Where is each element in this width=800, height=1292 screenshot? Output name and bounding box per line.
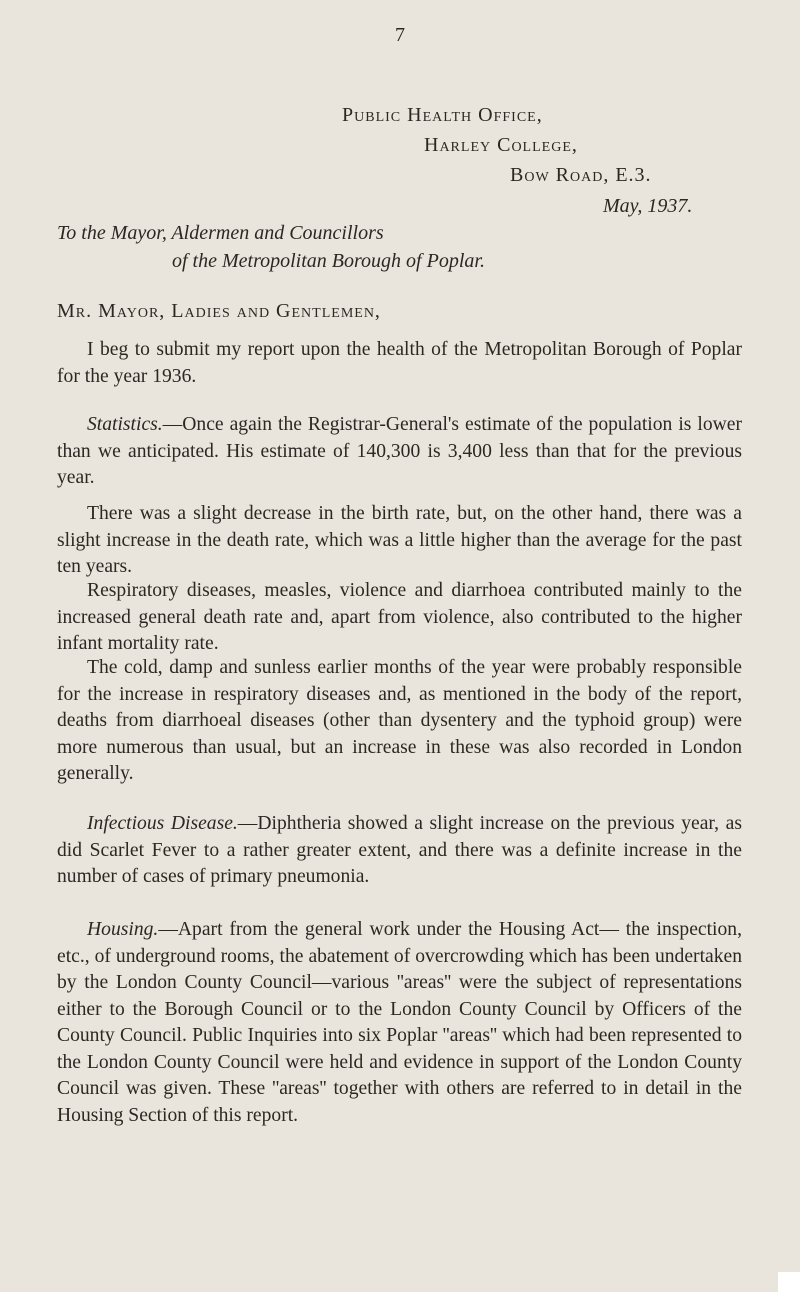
addressee-line-1: To the Mayor, Aldermen and Councillors bbox=[57, 222, 384, 244]
housing-paragraph bbox=[57, 917, 742, 1129]
scan-corner bbox=[778, 1272, 800, 1292]
address-line-3: Bow Road, E.3. bbox=[510, 164, 652, 186]
infectious-disease-text: —Diphtheria showed a slight increase on the previous year, as did Scarlet Fever to a rather greater extent, and there was a definite increase in the number of cases of primary pneumonia. bbox=[57, 813, 742, 887]
salutation: Mr. Mayor, Ladies and Gentlemen, bbox=[57, 300, 381, 322]
housing-heading: Housing. bbox=[87, 919, 159, 940]
page-number: 7 bbox=[395, 24, 405, 46]
cold-damp-paragraph: The cold, damp and sunless earlier months of the year were probably responsible for the increase in respiratory diseases and, as mentioned in the body of the report, deaths from diarrhoeal diseases (other than dysentery and the typhoid group) were more numerous than usual, but an increase in these was also recorded in London generally. bbox=[57, 657, 742, 784]
statistics-text: —Once again the Registrar-General's estimate of the population is lower than we anticipated. His estimate of 140,300 is 3,400 less than that for the previous year. bbox=[57, 414, 742, 488]
infectious-disease-heading: Infectious Disease. bbox=[87, 813, 238, 834]
statistics-paragraph bbox=[57, 412, 742, 492]
housing-text: —Apart from the general work under the Housing Act— the inspection, etc., of underground rooms, the abatement of overcrowding which has been undertaken by the London County Council—various ''areas'' were the subject of representations either to the Borough Council or to the London County Council by Officers of the County Council. Public Inquiries into six Poplar ''areas'' which had been represented to the London County Council were held and evidence in support of the London County Council was given. These ''areas'' together with others are referred to in detail in the Housing Section of this report. bbox=[57, 919, 742, 1126]
intro-paragraph: I beg to submit my report upon the health of the Metropolitan Borough of Poplar for the year 1936. bbox=[57, 339, 742, 387]
statistics-heading: Statistics. bbox=[87, 414, 163, 435]
letter-date: May, 1937. bbox=[603, 195, 693, 217]
respiratory-paragraph: Respiratory diseases, measles, violence and diarrhoea contributed mainly to the increased general death rate and, apart from violence, also contributed to the higher infant mortality rate. bbox=[57, 580, 742, 654]
address-line-1: Public Health Office, bbox=[342, 104, 543, 126]
address-line-2: Harley College, bbox=[424, 134, 578, 156]
birth-death-paragraph: There was a slight decrease in the birth rate, but, on the other hand, there was a slight increase in the death rate, which was a little higher than the average for the past ten years. bbox=[57, 503, 742, 577]
infectious-disease-paragraph bbox=[57, 811, 742, 891]
addressee-line-2: of the Metropolitan Borough of Poplar. bbox=[172, 250, 485, 272]
